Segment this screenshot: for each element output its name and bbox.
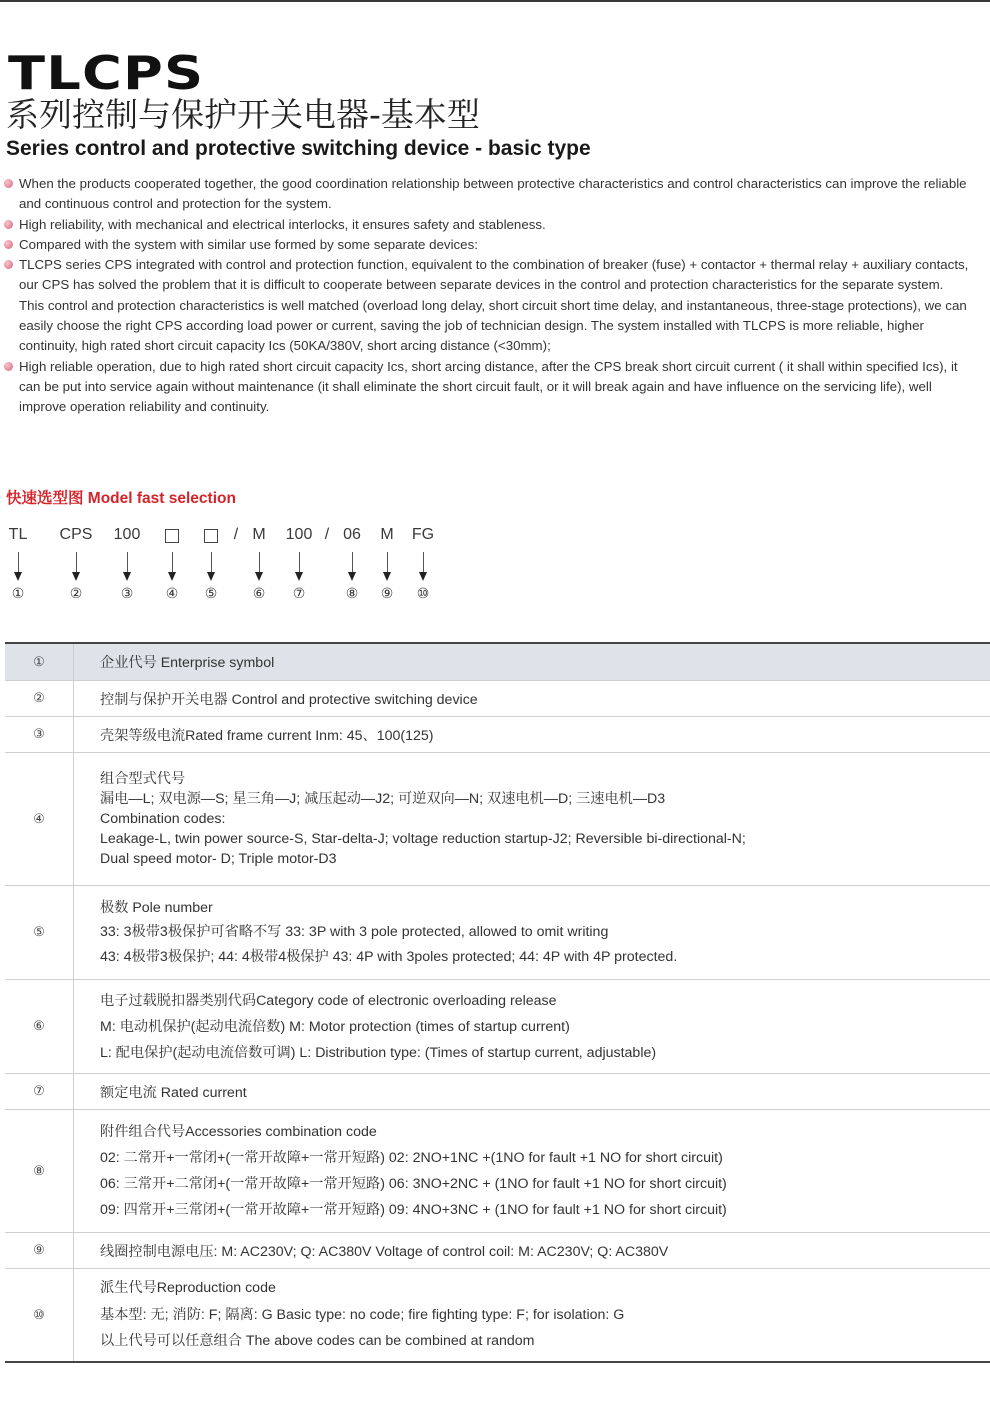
code-separator: / (233, 526, 239, 543)
row-number-cell (5, 1269, 74, 1361)
table-row (5, 1233, 990, 1269)
description-line: 极数 Pole number (100, 899, 213, 916)
row-number: ④ (33, 811, 45, 827)
row-number-cell (5, 753, 74, 885)
row-number-cell (5, 1110, 74, 1232)
page-title-english: Series control and protective switching device - basic type (6, 137, 591, 160)
code-placeholder-box (204, 529, 218, 543)
down-arrow-icon (254, 552, 264, 582)
down-arrow-icon (418, 552, 428, 582)
fast-selection-title: 快速选型图 Model fast selection (6, 490, 236, 507)
row-description (74, 1233, 668, 1268)
feature-text-line: When the products cooperated together, the good coordination relationship between protective characteristics and control characteristics can improve the reliable (19, 176, 967, 191)
code-token: M (380, 526, 394, 543)
down-arrow-icon (167, 552, 177, 582)
row-number-cell (5, 644, 74, 680)
row-number-cell (5, 681, 74, 716)
row-number-cell (5, 717, 74, 752)
row-number-cell (5, 1233, 74, 1268)
description-line: M: 电动机保护(起动电流倍数) M: Motor protection (times of startup current) (100, 1018, 570, 1035)
table-row (5, 1110, 990, 1233)
feature-text-line: TLCPS series CPS integrated with control and protection function, equivalent to the combination of breaker (fuse) + contactor + thermal relay + auxiliary contacts, (19, 257, 969, 273)
code-separator: / (324, 526, 330, 543)
table-row (5, 1074, 990, 1110)
bullet-dot-icon (4, 220, 13, 229)
row-number-cell (5, 886, 74, 979)
row-description (74, 753, 746, 885)
code-token: CPS (59, 526, 93, 543)
description-line: 电子过载脱扣器类别代码Category code of electronic overloading release (100, 992, 557, 1009)
feature-list (0, 174, 990, 418)
bullet-dot-icon (4, 179, 13, 188)
row-description (74, 1110, 727, 1232)
row-number: ① (33, 654, 45, 670)
code-token: FG (411, 526, 435, 543)
circled-number: ⑧ (345, 586, 359, 602)
description-line: Combination codes: (100, 811, 226, 827)
row-number: ② (33, 691, 45, 706)
page-title-chinese: 系列控制与保护开关电器-基本型 (6, 95, 480, 134)
circled-number: ③ (120, 586, 134, 602)
description-line: Leakage-L, twin power source-S, Star-delta-J; voltage reduction startup-J2; Reversible bi-directional-N; (100, 831, 746, 847)
row-number: ⑨ (33, 1243, 45, 1258)
code-placeholder-box (165, 529, 179, 543)
down-arrow-icon (122, 552, 132, 582)
feature-text-line: easily choose the right CPS according load power or current, saving the job of technician design. The system installed with TLCPS is more reliable, higher (19, 318, 924, 334)
row-number: ⑩ (33, 1307, 45, 1323)
feature-text-line: improve operation reliability and continuity. (19, 399, 270, 415)
row-number: ⑥ (33, 1019, 45, 1034)
row-description (74, 980, 656, 1073)
description-line: 附件组合代号Accessories combination code (100, 1124, 377, 1140)
description-line: 组合型式代号 (100, 771, 186, 787)
row-description (74, 1269, 624, 1361)
feature-item (0, 215, 990, 235)
feature-text-line: can be put into service again without maintenance (it shall eliminate the short circuit fault, or it will break again and have influence on the servicing life), well (19, 378, 932, 394)
row-number-cell (5, 1074, 74, 1109)
feature-text-line: continuity, high rated short circuit capacity Ics (50KA/380V, short arcing distance (<30mm); (19, 338, 551, 354)
circled-number: ⑤ (204, 586, 218, 602)
description-line: 漏电—L; 双电源—S; 星三角—J; 减压起动—J2; 可逆双向—N; 双速电机—D; 三速电机—D3 (100, 791, 666, 807)
description-line: 09: 四常开+三常闭+(一常开故障+一常开短路) 09: 4NO+3NC + (1NO for fault +1 NO for short circuit) (100, 1202, 727, 1218)
circled-number: ④ (165, 586, 179, 602)
row-number: ⑤ (33, 925, 45, 940)
table-row (5, 886, 990, 980)
feature-item (0, 357, 990, 418)
description-line: Dual speed motor- D; Triple motor-D3 (100, 851, 337, 867)
table-row (5, 681, 990, 717)
feature-text-line: and continuous control and protection for the system. (19, 196, 332, 212)
code-token: M (252, 526, 266, 543)
circled-number: ⑥ (252, 586, 266, 602)
table-row (5, 1269, 990, 1361)
bullet-dot-icon (4, 362, 13, 371)
down-arrow-icon (294, 552, 304, 582)
row-description (74, 681, 478, 716)
code-token: TL (8, 526, 28, 543)
top-rule (0, 0, 990, 2)
description-line: 控制与保护开关电器 Control and protective switching device (100, 691, 478, 708)
row-description (74, 717, 434, 752)
down-arrow-icon (71, 552, 81, 582)
row-description (74, 886, 677, 979)
code-definition-table (5, 642, 990, 1363)
circled-number: ① (11, 586, 25, 602)
description-line: 线圈控制电源电压: M: AC230V; Q: AC380V Voltage of control coil: M: AC230V; Q: AC380V (100, 1243, 669, 1260)
description-line: 企业代号 Enterprise symbol (100, 655, 275, 671)
description-line: 基本型: 无; 消防: F; 隔离: G Basic type: no code; fire fighting type: F; for isolation: G (100, 1306, 625, 1323)
feature-text-line: our CPS has solved the problem that it is difficult to cooperate between separate devices in the control and protection characteristics for the separate system. (19, 277, 944, 293)
feature-text-line: High reliable operation, due to high rated short circuit capacity Ics, short arcing distance, after the CPS break short circuit current ( it shall within specified Ics), it (19, 358, 958, 374)
description-line: 02: 二常开+一常闭+(一常开故障+一常开短路) 02: 2NO+1NC +(1NO for fault +1 NO for short circuit) (100, 1150, 723, 1166)
circled-number: ⑩ (416, 586, 430, 602)
down-arrow-icon (347, 552, 357, 582)
table-row (5, 644, 990, 681)
down-arrow-icon (206, 552, 216, 582)
description-line: L: 配电保护(起动电流倍数可调) L: Distribution type: (Times of startup current, adjustable) (100, 1044, 657, 1061)
description-line: 壳架等级电流Rated frame current Inm: 45、100(125) (100, 727, 434, 744)
feature-item (0, 235, 990, 255)
table-row (5, 980, 990, 1074)
circled-number: ⑨ (380, 586, 394, 602)
description-line: 06: 三常开+二常闭+(一常开故障+一常开短路) 06: 3NO+2NC + (1NO for fault +1 NO for short circuit) (100, 1176, 727, 1192)
description-line: 33: 3极带3极保护可省略不写 33: 3P with 3 pole protected, allowed to omit writing (100, 924, 609, 941)
feature-text-line: This control and protection characteristics is well matched (overload long delay, short circuit short time delay, and instantaneous, three-stage protections), we can (19, 297, 967, 313)
table-row (5, 717, 990, 753)
circled-number: ② (69, 586, 83, 602)
feature-item (0, 255, 990, 356)
feature-text-line: Compared with the system with similar use formed by some separate devices: (19, 236, 478, 252)
row-number: ⑦ (33, 1084, 45, 1099)
feature-text-line: High reliability, with mechanical and electrical interlocks, it ensures safety and stableness. (19, 216, 546, 232)
down-arrow-icon (382, 552, 392, 582)
bullet-dot-icon (4, 240, 13, 249)
bullet-dot-icon (4, 260, 13, 269)
code-token: 100 (113, 526, 141, 543)
circled-number: ⑦ (292, 586, 306, 602)
table-row (5, 753, 990, 886)
brand-logo: TLCPS (8, 46, 205, 100)
feature-item (0, 174, 990, 215)
description-line: 派生代号Reproduction code (100, 1280, 276, 1297)
row-number: ③ (33, 727, 45, 742)
description-line: 额定电流 Rated current (100, 1084, 247, 1101)
row-description (74, 644, 274, 680)
row-number: ⑧ (33, 1163, 45, 1179)
row-description (74, 1074, 247, 1109)
description-line: 以上代号可以任意组合 The above codes can be combined at random (100, 1333, 535, 1350)
down-arrow-icon (13, 552, 23, 582)
code-token: 06 (343, 526, 361, 543)
description-line: 43: 4极带3极保护; 44: 4极带4极保护 43: 4P with 3poles protected; 44: 4P with 4P protected. (100, 948, 678, 965)
row-number-cell (5, 980, 74, 1073)
code-token: 100 (285, 526, 313, 543)
